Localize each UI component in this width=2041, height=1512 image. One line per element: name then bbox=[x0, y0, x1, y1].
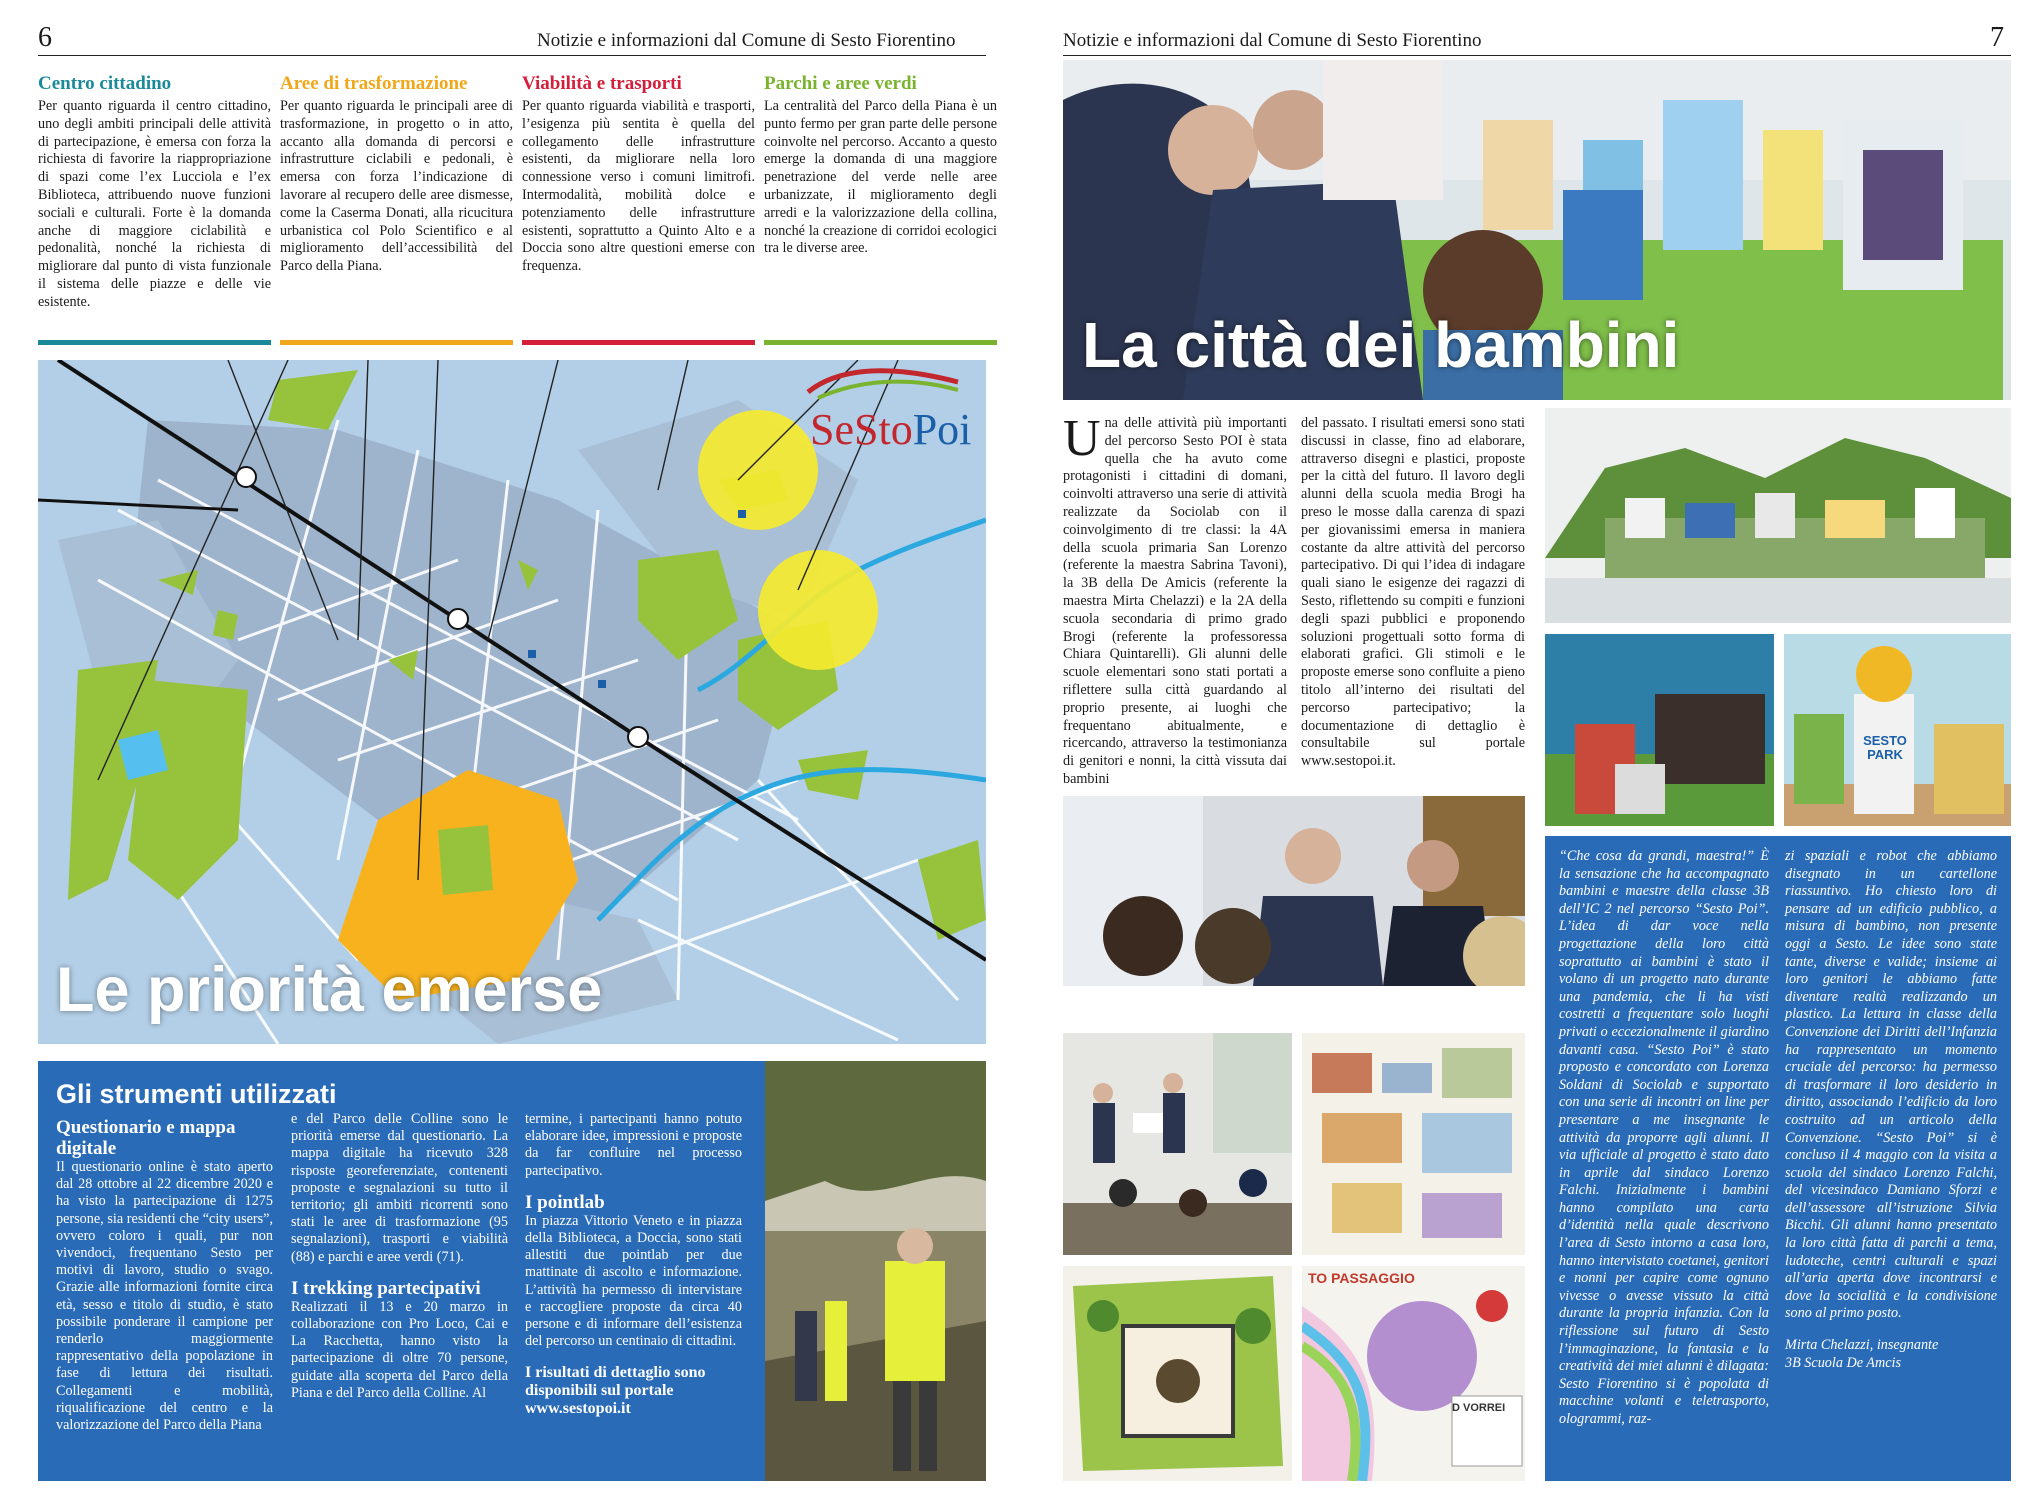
logo-wordmark bbox=[810, 404, 971, 455]
sesto-poi-logo bbox=[798, 364, 972, 474]
classroom-photo bbox=[1063, 1033, 1292, 1255]
diorama-photo-1 bbox=[1545, 408, 2011, 623]
header-rule-right bbox=[1063, 55, 2011, 56]
column-color-bar bbox=[522, 340, 755, 345]
sesto-park-label: SESTO PARK bbox=[1863, 733, 1907, 762]
drawing-caption-vorrei: D VORREI bbox=[1452, 1402, 1506, 1414]
quote-column-2 bbox=[1785, 848, 1997, 1372]
diorama-photo-2-image bbox=[1545, 634, 1774, 826]
page-number-right: 7 bbox=[1990, 22, 2004, 53]
trekking-text-cont: termine, i partecipanti hanno potuto elaborare idee, impressioni e proposte da far confluire nel processo partecipativo. bbox=[525, 1111, 742, 1179]
article-dropcap: U bbox=[1063, 410, 1101, 467]
article-text-1: na delle attività più importanti del percorso Sesto POI è stata quella che ha avuto come protagonisti i cittadini di domani, coinvolti attraverso una serie di attività realizzate da Sociolab con il coinvolgimento di tre classi: la 4A della scuola primaria San Lorenzo (referente la maestra Sabrina Tavoni), la 3B della De Amicis (referente la maestra Mirta Chelazzi) e la 2A della scuola secondaria di primo grado Brogi (referente la professoressa Chiara Quintarelli). Gli alunni delle scuole elementari sono stati portati a riflettere sulla città guardando al proprio presente, ai luoghi che frequentano abitualmente, e ricercando, attraverso la testimonianza di genitori e nonni, la città vissuta dai bambini bbox=[1063, 415, 1287, 787]
drawing-caption-passaggio: TO PASSAGGIO bbox=[1308, 1270, 1415, 1286]
column-color-bar bbox=[280, 340, 513, 345]
hero-title: La città dei bambini bbox=[1082, 309, 1680, 381]
tools-column-1 bbox=[56, 1117, 273, 1434]
column-parchi-aree-verdi bbox=[764, 72, 997, 258]
article-column-1 bbox=[1063, 410, 1287, 789]
column-viabilita-trasporti bbox=[522, 72, 755, 276]
logo-text-poi: Poi bbox=[912, 405, 972, 454]
diorama-photo-2 bbox=[1545, 634, 1774, 826]
column-text: La centralità del Parco della Piana è un punto fermo per gran parte delle persone coinvolte nel percorso. Accanto a questo emerge la domanda di una maggiore penetrazione del verde nelle aree urbanizzate, il miglioramento degli arredi e la valorizzazione della collina, nonché la creazione di corridoi ecologici tra le diverse aree. bbox=[764, 98, 997, 257]
classroom-photo-image bbox=[1063, 1033, 1292, 1255]
quote-signature-school: 3B Scuola De Amcis bbox=[1785, 1354, 1901, 1371]
logo-text-sesto: SeSto bbox=[810, 405, 913, 454]
results-link-text: I risultati di dettaglio sono disponibili sul portale www.sestopoi.it bbox=[525, 1364, 706, 1418]
column-title: Viabilità e trasporti bbox=[522, 73, 682, 94]
trekking-photo bbox=[765, 1061, 986, 1481]
quote-signature: Mirta Chelazzi, insegnante bbox=[1785, 1337, 1939, 1354]
questionnaire-text-cont: e del Parco delle Colline sono le priorità emerse dal questionario. La mappa digitale ha ricevuto 328 risposte georeferenziate, contenenti proposte e segnalazioni su tutto il territorio; gli ambiti ricorrenti sono stati le aree di trasformazione (95 segnalazioni), trasporti e viabilità (88) e parchi e aree verdi (71). bbox=[291, 1111, 508, 1265]
diorama-photo-3 bbox=[1784, 634, 2011, 826]
article-column-2 bbox=[1301, 415, 1525, 771]
quote-text-2: zi spaziali e robot che abbiamo disegnato in un cartellone riassuntivo. Ho chiesto loro di pensare ad un edificio pubblico, a misura di bambino, non presente oggi a Sesto. Le idee sono state tante, diverse e valide; insieme ai loro genitori le abbiamo fatte diventare realtà realizzando un plastico. La lettura in classe della Convenzione dei Diritti dell’Infanzia ha rappresentato un momento cruciale del percorso: ha permesso di trasformare il loro desiderio in diritto, associando l’edificio da loro costruito ad un articolo della Convenzione. “Sesto Poi” si è concluso il 4 maggio con la visita a scuola del sindaco Lorenzo Falchi, del vicesindaco Damiano Sforzi e dell’assessore all’istruzione Silvia Bicchi. Gli alunni hanno presentato la loro città fatta di parchi a tema, ludoteche, centri culturali e spazi all’aria aperta dove incontrarsi e dove la socialità e la condivisione sono al primo posto. bbox=[1785, 848, 1997, 1322]
diorama-photo-3-image bbox=[1784, 634, 2011, 826]
column-title: Parchi e aree verdi bbox=[764, 73, 917, 94]
tools-column-3 bbox=[525, 1111, 742, 1418]
page-number-left: 6 bbox=[38, 22, 52, 53]
column-text: Per quanto riguarda il centro cittadino, uno degli ambiti principali delle attività di partecipazione, è emersa con forza la richiesta di favorire la riappropriazione di spazi come l’ex Lucciola e l’ex Biblioteca, attribuendo nuove funzioni sociali e culturali. Forte è la domanda anche di maggiore ciclabilità e pedonalità, nonché la richiesta di migliorare dal punto di vista funzionale il sistema delle piazze e delle vie esistente. bbox=[38, 98, 271, 310]
article-text-2: del passato. I risultati emersi sono stati discussi in classe, fino ad elaborare, attraverso disegni e plastici, proposte per la città del futuro. Il lavoro degli alunni della scuola media Brogi ha preso le mosse dalla carenza di spazi per giovanissimi emersa in maniera costante da altre attività del percorso partecipativo. Di qui l’idea di indagare quali siano le esigenze dei ragazzi di Sesto, riflettendo su compiti e funzioni degli spazi pubblici e proponendo soluzioni progettuali sotto forma di elaborati grafici. Gli stimoli e le proposte emerse sono confluite a pieno titolo all’interno dei risultati del percorso partecipativo; la documentazione di dettaglio è consultabile sul portale www.sestopoi.it. bbox=[1301, 415, 1525, 770]
priority-map bbox=[38, 360, 986, 1044]
pointlab-title: I pointlab bbox=[525, 1191, 605, 1213]
diorama-photo-1-image bbox=[1545, 408, 2011, 623]
running-head-left: Notizie e informazioni dal Comune di Sesto Fiorentino bbox=[537, 30, 956, 51]
questionnaire-title: Questionario e mappa digitale bbox=[56, 1117, 236, 1159]
teacher-quote-box bbox=[1545, 836, 2011, 1481]
column-text: Per quanto riguarda le principali aree di trasformazione, in progetto o in atto, accanto alla domanda di percorsi e infrastrutture ciclabili e pedonali, è emersa con forza l’indicazione di lavorare al recupero delle aree dismesse, come la Caserma Donati, alla ricucitura urbanistica col Polo Scientifico e al miglioramento dell’accessibilità del Parco della Piana. bbox=[280, 98, 513, 275]
tools-box bbox=[38, 1061, 765, 1481]
pointlab-text: In piazza Vittorio Veneto e in piazza della Biblioteca, a Doccia, sono stati allestiti due pointlab per due mattinate di ascolto e informazione. L’attività ha permesso di intervistare e raccogliere proposte da circa 40 persone e di informare dell’esistenza del percorso un centinaio di cittadini. bbox=[525, 1212, 742, 1350]
children-drawing-3 bbox=[1302, 1266, 1525, 1481]
mayor-visit-photo bbox=[1063, 796, 1525, 986]
trekking-title: I trekking partecipativi bbox=[291, 1277, 481, 1299]
map-title: Le priorità emerse bbox=[56, 955, 603, 1025]
running-head-right: Notizie e informazioni dal Comune di Sesto Fiorentino bbox=[1063, 30, 1482, 51]
tools-column-2 bbox=[291, 1111, 508, 1402]
questionnaire-text: Il questionario online è stato aperto dal 28 ottobre al 22 dicembre 2020 e ha visto la partecipazione di 1275 persone, sia residenti che “city users”, ovvero coloro i quali, pur non vivendoci, frequentano Sesto per motivi di lavoro, studio o svago. Grazie alle informazioni fornite circa età, sesso e titolo di studio, è stato possibile ponderare il campione per renderlo maggiormente rappresentativo della popolazione in fase di lettura dei risultati. Collegamenti e mobilità, riqualificazione del centro e la valorizzazione del Parco della Piana bbox=[56, 1159, 273, 1434]
column-text: Per quanto riguarda viabilità e trasporti, l’esigenza più sentita è quella del collegamento delle infrastrutture esistenti, da migliorare nella loro connessione verso i comuni limitrofi. Intermodalità, mobilità dolce e potenziamento delle infrastrutture esistenti, soprattutto a Quinto Alto e a Doccia sono altre questioni emerse con frequenza. bbox=[522, 98, 755, 275]
column-title: Centro cittadino bbox=[38, 73, 172, 94]
children-drawing-1 bbox=[1302, 1033, 1525, 1255]
column-title: Aree di trasformazione bbox=[280, 73, 468, 94]
column-color-bar bbox=[764, 340, 997, 345]
children-drawing-3-image bbox=[1302, 1266, 1525, 1481]
trekking-text: Realizzati il 13 e 20 marzo in collaborazione con Pro Loco, Cai e La Racchetta, hanno visto la partecipazione di oltre 70 persone, guidate alla scoperta del Parco della Piana e del Parco della Colline. Al bbox=[291, 1298, 508, 1401]
tools-title: Gli strumenti utilizzati bbox=[56, 1079, 337, 1109]
column-aree-trasformazione bbox=[280, 72, 513, 276]
column-centro-cittadino bbox=[38, 72, 271, 312]
children-drawing-1-image bbox=[1302, 1033, 1525, 1255]
quote-column-1: “Che cosa da grandi, maestra!” È la sensazione che ha accompagnato bambini e maestre della classe 3B dell’IC 2 nel percorso “Sesto Poi”. L’idea di dar voce nella progettazione della loro città soprattutto ai bambini è stato il volano di un progetto nato durante una pandemia, che li ha visti costretti a frequentare solo luoghi privati o eccezionalmente il giardino davanti casa. “Sesto Poi” è stato proposto e concordato con Lorenza Soldani di Sociolab e supportato con una serie di incontri on line per presentare a me insegnante le attività da proporre agli alunni. Il via ufficiale al progetto è stato dato in aprile dal sindaco Lorenzo Falchi. Inizialmente i bambini hanno compilato una carta d’identità nella quale descrivono l’area di Sesto intorno a casa loro, hanno intervistato coetanei, genitori e nonni per capire come ognuno vivesse o avesse vissuto la città durante la propria infanzia. Con la riflessione sul futuro di Sesto l’immaginazione, la fantasia e la creatività dei miei alunni è dilagata: Sesto Fiorentino si è popolata di macchine volanti e teletrasporto, ologrammi, raz- bbox=[1559, 848, 1769, 1427]
trekking-photo-image bbox=[765, 1061, 986, 1481]
header-rule-left bbox=[38, 55, 986, 56]
logo-swoosh-icon bbox=[798, 364, 968, 404]
children-drawing-2-image bbox=[1063, 1266, 1292, 1481]
mayor-visit-photo-image bbox=[1063, 796, 1525, 986]
children-drawing-2 bbox=[1063, 1266, 1292, 1481]
column-color-bar bbox=[38, 340, 271, 345]
